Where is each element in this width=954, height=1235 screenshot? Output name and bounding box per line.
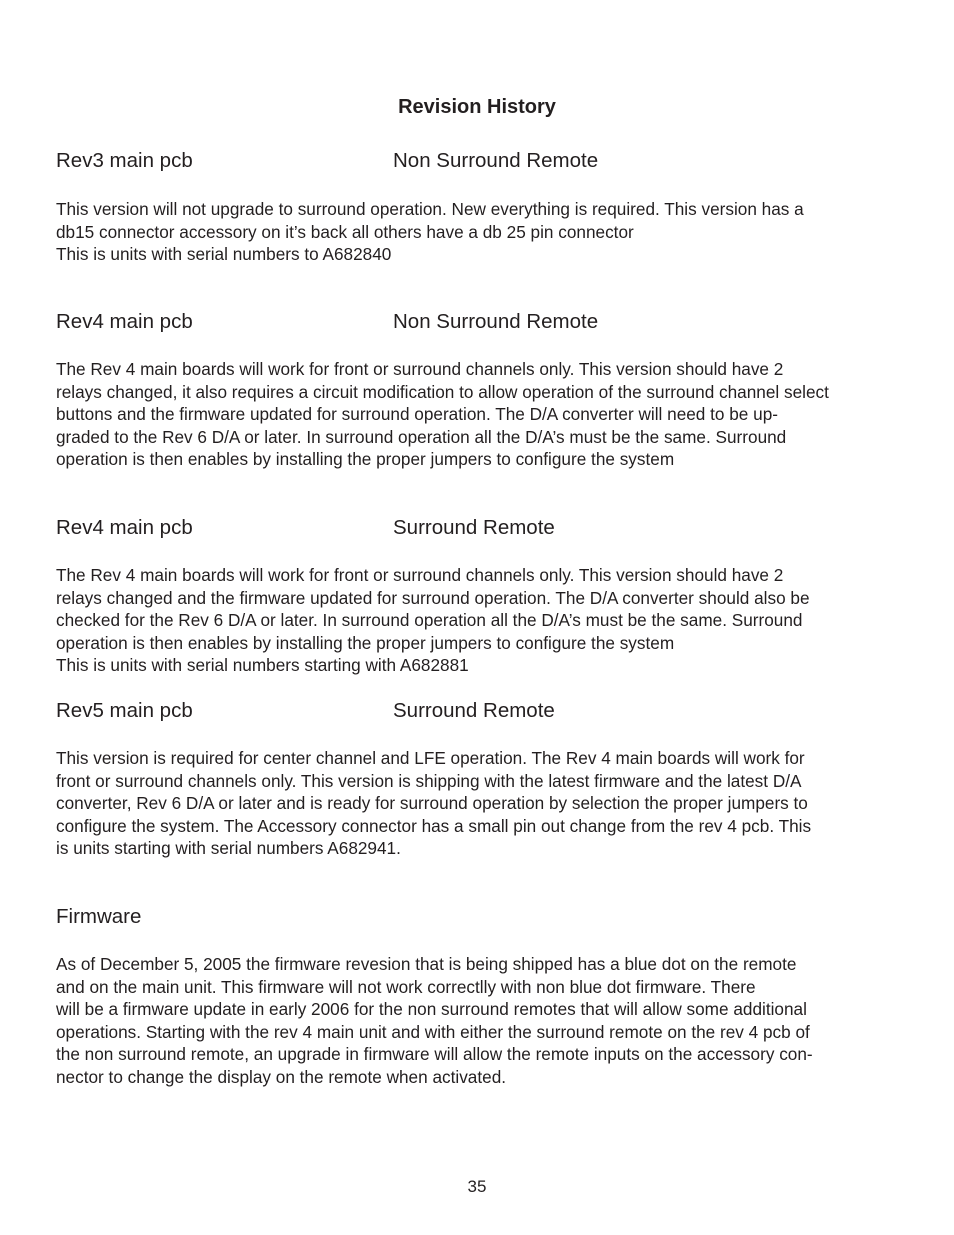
pcb-label: Rev5 main pcb — [56, 699, 193, 722]
section-paragraph-rev4-surround: The Rev 4 main boards will work for front or surround channels only. This version should have 2 relays changed and the firmware updated for surround operation. The D/A converter should also be checked for the Rev 6 D/A or later. In surround operation all the D/A’s must be the same. Surround operation is then enables by installing the proper jumpers to configure the system This is units with serial numbers starting with A682881 — [56, 565, 810, 675]
firmware-label: Firmware — [56, 905, 142, 928]
section-paragraph-rev4-non-surround: The Rev 4 main boards will work for front or surround channels only. This version should have 2 relays changed, it also requires a circuit modification to allow operation of the surround channel select buttons and the firmware updated for surround operation. The D/A converter will need to be up- graded to the Rev 6 D/A or later. In surround operation all the D/A’s must be the same. Surround operation is then enables by installing the proper jumpers to configure the system — [56, 359, 829, 469]
firmware-heading — [56, 904, 916, 930]
pcb-label: Rev4 main pcb — [56, 310, 193, 333]
section-heading-rev4-surround — [56, 515, 916, 541]
page-number: 35 — [467, 1177, 487, 1196]
page-title: Revision History — [398, 96, 556, 118]
remote-label: Non Surround Remote — [393, 149, 599, 172]
section-heading-rev3 — [56, 148, 916, 174]
pcb-label: Rev3 main pcb — [56, 149, 193, 172]
section-heading-rev4-non-surround — [56, 309, 916, 335]
firmware-paragraph: As of December 5, 2005 the firmware revesion that is being shipped has a blue dot on the remote and on the main unit. This firmware will not work correctlly with non blue dot firmware. There will be a firmware update in early 2006 for the non surround remotes that will allow some additional operations. Starting with the rev 4 main unit and with either the surround remote on the rev 4 pcb of the non surround remote, an upgrade in firmware will allow the remote inputs on the accessory con- nector to change the display on the remote when activated. — [56, 954, 813, 1087]
section-paragraph-rev5: This version is required for center channel and LFE operation. The Rev 4 main boards will work for front or surround channels only. This version is shipping with the latest firmware and the latest D/A converter, Rev 6 D/A or later and is ready for surround operation by selection the proper jumpers to configure the system. The Accessory connector has a small pin out change from the rev 4 pcb. This is units starting with serial numbers A682941. — [56, 748, 812, 858]
section-paragraph-rev3: This version will not upgrade to surround operation. New everything is required. This version has a db15 connector accessory on it’s back all others have a db 25 pin connector This is units with serial numbers to A682840 — [56, 199, 804, 264]
remote-label: Non Surround Remote — [393, 310, 599, 333]
pcb-label: Rev4 main pcb — [56, 516, 193, 539]
section-heading-rev5 — [56, 698, 916, 724]
remote-label: Surround Remote — [393, 699, 555, 722]
remote-label: Surround Remote — [393, 516, 555, 539]
